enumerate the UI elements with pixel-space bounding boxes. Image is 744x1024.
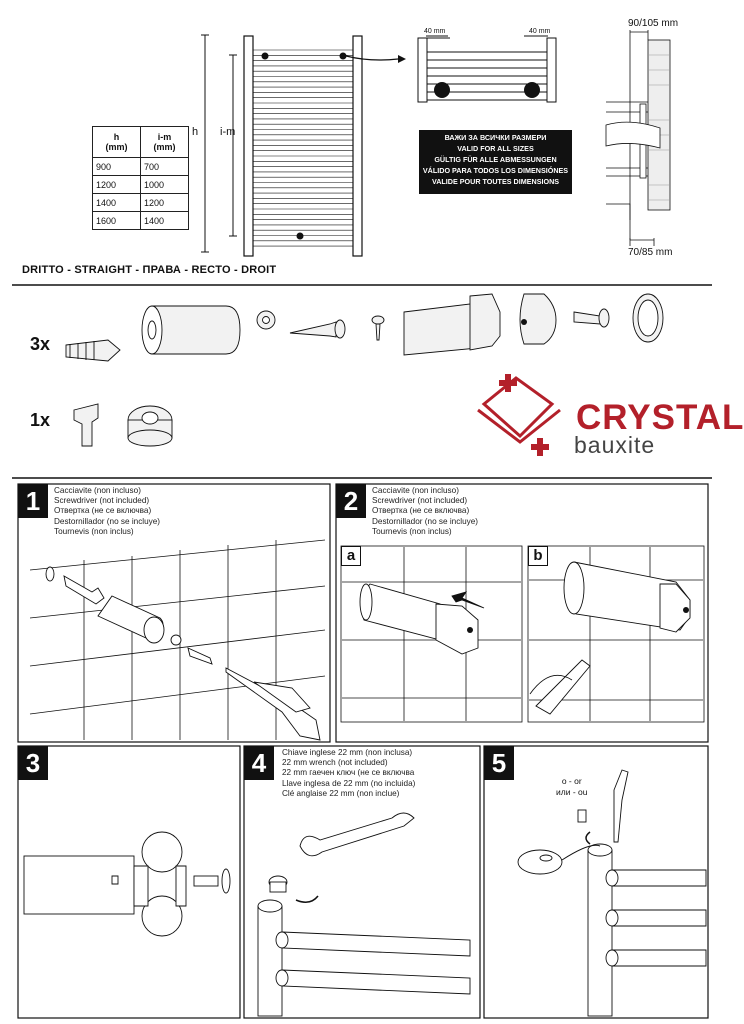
h-dimension-label: h	[192, 126, 199, 138]
bottom-depth-label: 70/85 mm	[628, 247, 673, 258]
sizes-table	[92, 126, 189, 230]
top-depth-label: 90/105 mm	[628, 18, 679, 29]
right-40mm-label: 40 mm	[529, 28, 551, 35]
table-row: 1200 1000	[93, 176, 189, 194]
step-2-note: Cacciavite (non incluso) Screwdriver (not included) Отвертка (не се включва) Destornillador (no se incluye) Tournevis (non inclus)	[372, 486, 479, 536]
step-4-number: 4	[244, 746, 274, 780]
step-2a-label: a	[341, 546, 361, 566]
brand-name: CRYSTAL	[576, 398, 744, 437]
table-row: 900 700	[93, 158, 189, 176]
step-1-number: 1	[18, 484, 48, 518]
brand-sub: bauxite	[574, 432, 656, 458]
step-5-or-label: o - or или - ou	[556, 776, 588, 797]
table-row: 1400 1200	[93, 194, 189, 212]
step-2-number: 2	[336, 484, 366, 518]
step-1-note: Cacciavite (non incluso) Screwdriver (not included) Отвертка (не се включва) Destornillador (no se incluye) Tournevis (non inclus)	[54, 486, 161, 536]
step-2b-label: b	[528, 546, 548, 566]
step-3-number: 3	[18, 746, 48, 780]
table-row: 1600 1400	[93, 212, 189, 230]
im-column-header: i-m (mm)	[141, 127, 189, 158]
quantity-3x: 3x	[30, 334, 51, 354]
step-4-note: Chiave inglese 22 mm (non inclusa) 22 mm wrench (not included) 22 mm гаечен ключ (не се включва Llave inglesa de 22 mm (no incluida) Clé anglaise 22 mm (non inclue)	[282, 748, 416, 798]
quantity-1x: 1x	[30, 410, 51, 430]
im-dimension-label: i-m	[220, 126, 236, 138]
step-5-number: 5	[484, 746, 514, 780]
valid-all-sizes-notice: ВАЖИ ЗА ВСИЧКИ РАЗМЕРИ VALID FOR ALL SIZES GÜLTIG FÜR ALLE ABMESSUNGEN VÁLIDO PARA TODOS LOS DIMENSIÓNES VALIDE POUR TOUTES DIMENSIONS	[419, 130, 572, 194]
left-40mm-label: 40 mm	[424, 28, 446, 35]
h-column-header: h (mm)	[93, 127, 141, 158]
model-title: DRITTO - STRAIGHT - ПРАВА - RECTO - DROIT	[22, 264, 277, 276]
